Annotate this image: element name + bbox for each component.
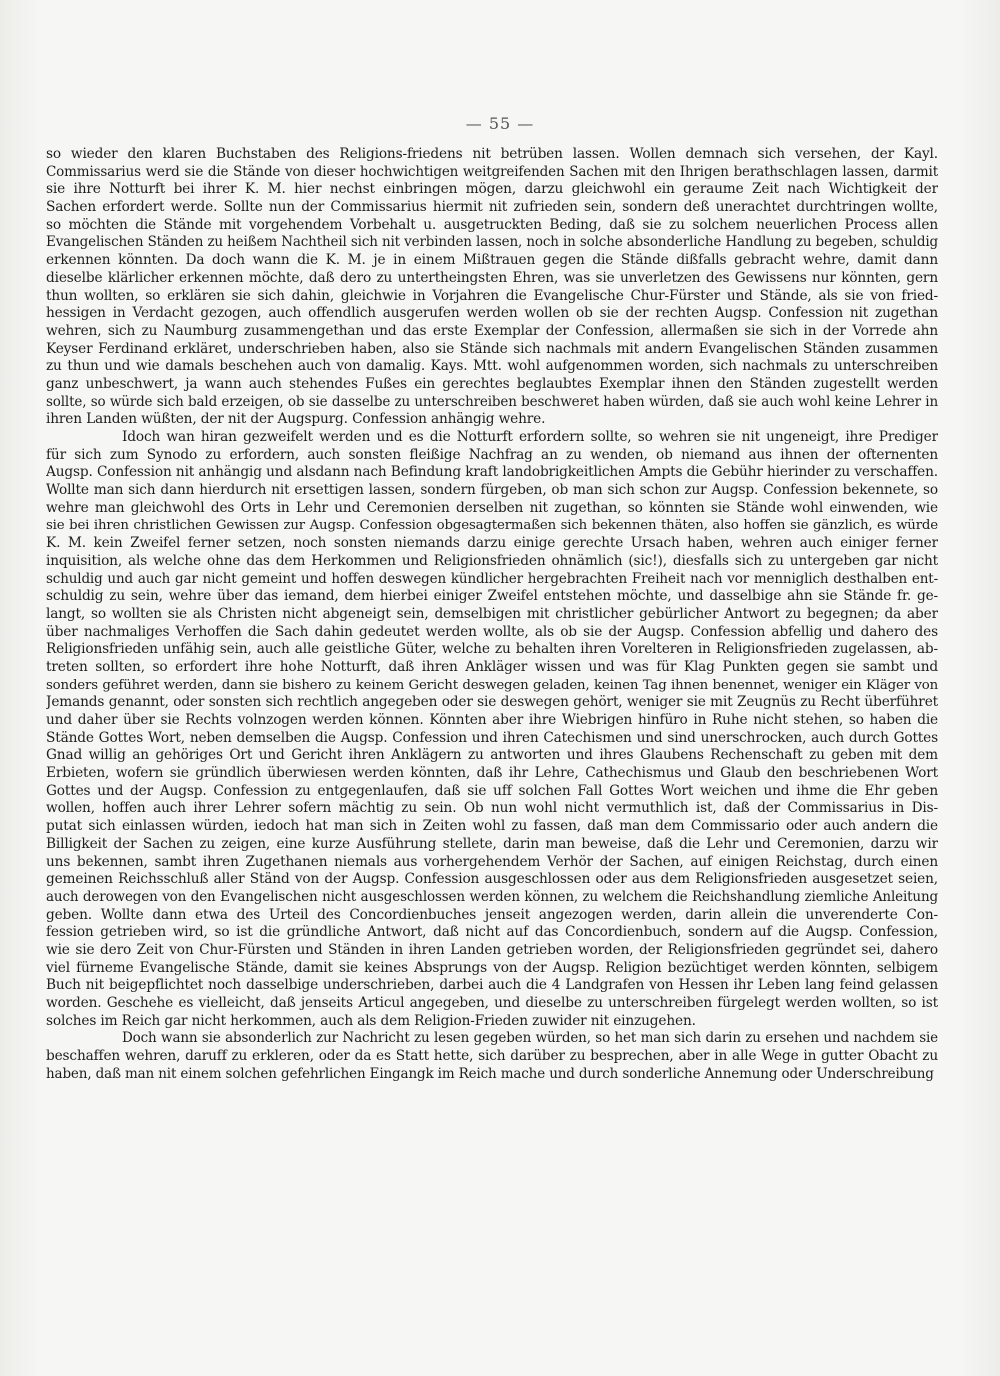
text-line: Buch nit beigepflichtet noch dasselbige underschrieben, darbei auch die 4 Landgrafen von Hessen ihr Leben lang feind gelassen bbox=[46, 977, 938, 994]
text-line: sonders geführet werden, dann sie bishero zu keinem Gericht deswegen geladen, keinen Tag ihnen benennet, weniger ein Kläger von bbox=[46, 677, 938, 693]
text-line: Gnad willig an gehöriges Ort und Gericht ihren Anklägern zu antworten und ihres Glaubens Rechenschaft zu geben mit dem bbox=[46, 747, 938, 764]
body-text bbox=[46, 146, 938, 1083]
text-line: sie bei ihren christlichen Gewissen zur Augsp. Confession obgesagtermaßen sich bekennen thäten, also hoffen sie gänzlich, es würde bbox=[46, 518, 938, 534]
text-line: hessigen in Verdacht gezogen, auch offendlich ausgerufen werden wollen ob sie der rechten Augsp. Confession nit zugethan bbox=[46, 305, 938, 322]
text-line: fession getrieben wird, so ist die gründliche Antwort, daß nicht auf das Concordienbuch, sondern auf die Augsp. Confession, bbox=[46, 924, 938, 941]
text-line: Keyser Ferdinand erkläret, underschrieben haben, also sie Stände sich nachmals mit andern Evangelischen Ständen zusammen bbox=[46, 340, 938, 357]
text-line: K. M. kein Zweifel ferner setzen, noch sonsten niemands darzu einige gerechte Ursach haben, wehren auch einiger ferner bbox=[46, 535, 938, 552]
text-line: sollte, so würde sich bald erzeigen, ob sie dasselbe zu unterschreiben beschweret haben würden, daß sie auch wohl keine Lehrer in bbox=[46, 393, 938, 410]
text-line: auch derowegen von den Evangelischen nicht ausgeschlossen werden können, zu welchem die Reichshandlung ziemliche Anleitung bbox=[46, 888, 938, 905]
text-line: gemeinen Reichsschluß aller Ständ von der Augsp. Confession ausgeschlossen oder aus dem Religionsfrieden ausgesetzet seien, bbox=[46, 871, 938, 888]
text-line: so möchten die Stände mit vorgehendem Vorbehalt u. ausgetruckten Beding, daß sie zu solchem neuerlichen Process allen bbox=[46, 216, 938, 233]
text-line: Augsp. Confession nit anhängig und alsdann nach Befindung kraft landobrigkeitlichen Ampts die Gebühr hierinder zu verschaffen. bbox=[46, 464, 938, 481]
text-line: Commissarius werd sie die Stände von dieser hochwichtigen weitgreifenden Sachen mit den Ihrigen berathschlagen lassen, darmit bbox=[46, 163, 938, 180]
text-line: Wollte man sich dann hierdurch nit ersettigen lassen, sondern fürgeben, ob man sich schon zur Augsp. Confession bekennete, so bbox=[46, 482, 938, 499]
text-line: und daher über sie Rechts volnzogen werden können. Könnten aber ihre Wiebrigen hinfüro in Ruhe nicht stehen, so haben die bbox=[46, 712, 938, 728]
text-line: Gottes und der Augsp. Confession zu entgegenlaufen, daß sie uff solchen Fall Gottes Wort weichen und ihme die Ehr geben bbox=[46, 782, 938, 799]
text-line: wie sie dero Zeit von Chur-Fürsten und Ständen in ihren Landen getrieben worden, der Religionsfrieden gegründet sei, dahero bbox=[46, 941, 938, 958]
paragraph bbox=[46, 146, 938, 429]
text-line: beschaffen wehren, daruff zu erkleren, oder da es Statt hette, sich darüber zu besprechen, aber in alle Wege in gutter Obacht zu bbox=[46, 1048, 938, 1065]
page-number: — 55 — bbox=[465, 114, 535, 133]
paragraph bbox=[46, 429, 938, 1030]
text-line: haben, daß man nit einem solchen gefehrlichen Eingangk im Reich mache und durch sonderliche Annemung oder Underschreibung bbox=[46, 1065, 934, 1082]
text-line: inquisition, als welche ohne das dem Herkommen und Religionsfrieden ohnämlich (sic!), diesfalls sich zu untergeben gar nicht bbox=[46, 552, 938, 569]
text-line: ihren Landen wüßten, der nit der Augspurg. Confession anhängig wehre. bbox=[46, 411, 546, 428]
text-line: Stände Gottes Wort, neben demselben die Augsp. Confession und ihren Catechismen und sind unerschrocken, auch durch Gottes bbox=[46, 729, 938, 746]
text-line: Sachen erfordert werde. Sollte nun der Commissarius hiermit nit zufrieden sein, sondern deß unerachtet durchtringen wollte, bbox=[46, 199, 938, 216]
text-line: ganz unbeschwert, ja wann auch stehendes Fußes ein gerechtes beglaubtes Exemplar ihnen den Ständen zugestellt werden bbox=[46, 375, 938, 392]
text-line: zu thun und wie damals beschehen auch von damalig. Kays. Mtt. wohl aufgenommen worden, sich nachmals zu unterschreiben bbox=[46, 358, 938, 375]
text-line: Idoch wan hiran gezweifelt werden und es die Notturft erfordern sollte, so wehren sie nit ungeneigt, ihre Prediger bbox=[122, 429, 938, 445]
text-line: worden. Geschehe es vielleicht, daß jenseits Articul angegeben, und dieselbe zu unterschreiben fürgelegt werden wollten, so ist bbox=[46, 995, 938, 1011]
text-line: viel fürneme Evangelische Stände, damit sie keines Absprungs von der Augsp. Religion bezüchtiget werden könnten, selbigem bbox=[46, 959, 938, 976]
text-line: erkennen könnten. Da doch wann die K. M. je in einem Mißtrauen gegen die Stände dißfalls gebracht wehre, damit dann bbox=[46, 252, 938, 269]
text-line: sie ihre Notturft bei ihrer K. M. hier nechst einbringen mögen, darzu gleichwohl ein geraume Zeit nach Wichtigkeit der bbox=[46, 181, 938, 198]
text-line: Religionsfrieden unfähig sein, auch alle geistliche Güter, welche zu behalten ihren Vorelteren in Religionsfrieden zugelassen, ab- bbox=[46, 641, 938, 658]
text-line: putat sich einlassen würden, iedoch hat man sich in Zeiten wohl zu fassen, daß man dem Commissario oder auch andern die bbox=[46, 818, 938, 835]
paragraph bbox=[46, 1030, 938, 1083]
text-line: für sich zum Synodo zu erfordern, auch sonsten fleißige Nachfrag an zu wenden, ob niemand aus ihnen der ofternenten bbox=[46, 446, 938, 463]
text-line: wollen, hoffen auch ihrer Lehrer sofern mächtig zu sein. Ob nun wohl nicht vermuthlich ist, daß der Commissarius in Dis- bbox=[46, 800, 938, 817]
text-line: dieselbe klärlicher erkennen möchte, daß dero zu untertheingsten Ehren, was sie unverletzen des Gewissens nur könnten, gern bbox=[46, 269, 938, 286]
text-line: geben. Wollte dann etwa des Urteil des Concordienbuches jenseit angezogen werden, darin allein die unverenderte Con- bbox=[46, 906, 938, 923]
text-line: wehre man gleichwohl des Orts in Lehr und Ceremonien derselben nit zugethan, so könnten sie Stände wohl einwenden, wie bbox=[46, 499, 938, 516]
text-line: Billigkeit der Sachen zu zeigen, eine kurze Ausführung stellete, darin man beweise, daß die Lehr und Ceremonien, darzu wir bbox=[46, 835, 938, 852]
text-line: wehren, sich zu Naumburg zusammengethan und das erste Exemplar der Confession, allermaßen sie sich in der Vorrede ahn bbox=[46, 322, 938, 339]
text-line: so wieder den klaren Buchstaben des Religions-friedens nit betrüben lassen. Wollen demnach sich versehen, der Kayl. bbox=[46, 146, 938, 162]
text-line: treten sollten, so erfordert ihre hohe Notturft, daß ihren Ankläger wissen und was für Klag Punkten gegen sie sambt und bbox=[46, 658, 938, 675]
text-line: thun wollten, so erklären sie sich dahin, gleichwie in Vorjahren die Evangelische Chur-Fürster und Stände, als sie von fried- bbox=[46, 287, 938, 304]
text-line: schuldig zu sein, wehre über das iemand, dem hierbei einiger Zweifel entstehen möchte, und dasselbige ahn sie Stände fr. ge- bbox=[46, 588, 938, 605]
text-line: über nachmaliges Verhoffen die Sach dahin gedeutet werden wollte, als ob sie der Augsp. Confession abfellig und dahero des bbox=[46, 623, 938, 640]
text-line: langt, so wollten sie als Christen nicht abgeneigt sein, demselbigen mit christlicher gebürlicher Antwort zu begegnen; da aber bbox=[46, 605, 938, 622]
text-line: Evangelischen Ständen zu heißem Nachtheil sich nit verbinden lassen, noch in solche absonderliche Handlung zu begeben, schuldig bbox=[46, 234, 938, 251]
text-line: solches im Reich gar nicht herkommen, auch als dem Religion-Frieden zuwider nit einzugehen. bbox=[46, 1012, 696, 1029]
text-line: schuldig und auch gar nicht gemeint und hoffen deswegen kündlicher hergebrachten Freiheit nach vor menniglich desthalben ent- bbox=[46, 570, 938, 587]
text-line: Doch wann sie absonderlich zur Nachricht zu lesen gegeben würden, so het man sich darin zu ersehen und nachdem sie bbox=[122, 1030, 938, 1047]
text-line: Jemands genannt, oder sonsten sich rechtlich angegeben oder sie deswegen gehört, weniger sie mit Zeugnüs zu Recht überführet bbox=[46, 694, 938, 711]
text-line: Erbieten, wofern sie gründlich überwiesen werden könnten, daß ihr Lehre, Cathechismus und Glaub den beschriebenen Wort bbox=[46, 765, 938, 782]
text-line: uns bekennen, sambt ihren Zugethanen niemals aus vorhergehendem Verhör der Sachen, auf einigen Reichstag, durch einen bbox=[46, 853, 938, 870]
